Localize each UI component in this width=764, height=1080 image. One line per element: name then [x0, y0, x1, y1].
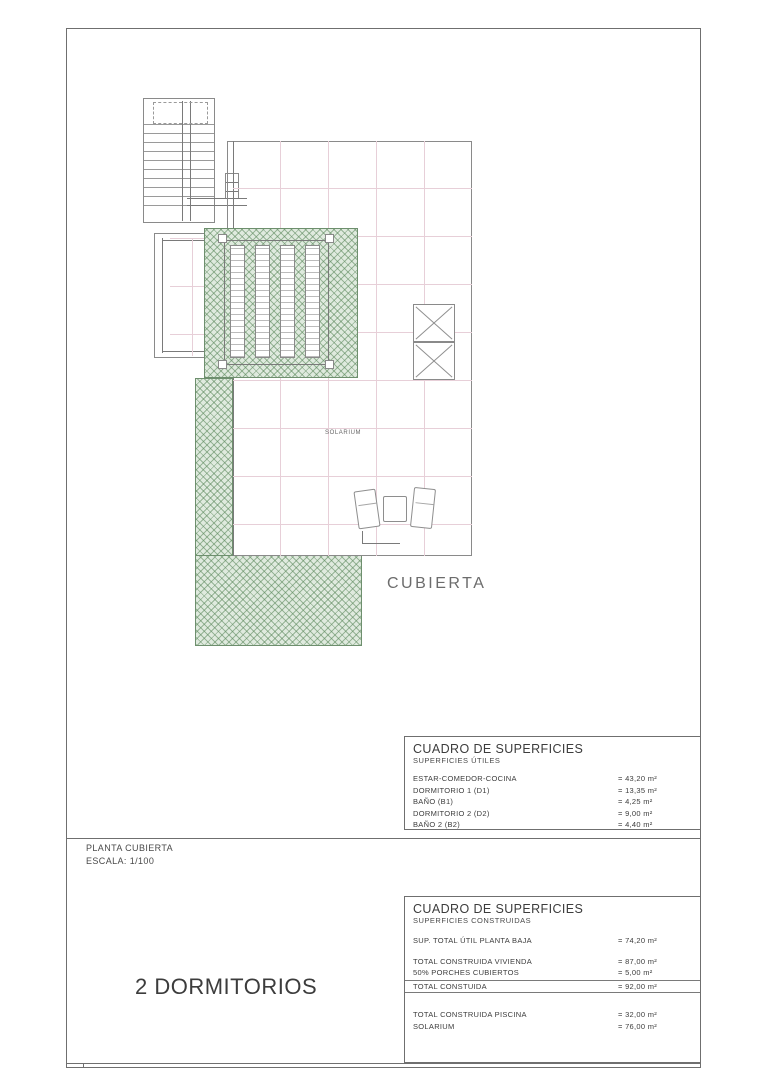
equipment-unit-lower	[413, 342, 455, 380]
table-row	[405, 956, 700, 968]
table-construidas-rows	[405, 935, 700, 1032]
lounger-right	[410, 487, 436, 529]
sheet-divider-vertical	[83, 1063, 84, 1068]
table-row	[405, 785, 700, 797]
pergola-frame-bottom	[224, 364, 328, 365]
table-utiles-rows	[405, 773, 700, 831]
pergola-post-sw	[218, 360, 227, 369]
row-value: = 87,00 m²	[618, 956, 658, 966]
plan-caption	[86, 842, 173, 868]
pergola-beam-4	[305, 245, 320, 358]
cubierta-label: CUBIERTA	[387, 575, 487, 592]
pergola-frame-top	[224, 240, 328, 241]
row-label: BAÑO 2 (B2)	[413, 820, 461, 829]
sheet-title: 2 DORMITORIOS	[135, 974, 318, 999]
stair-dashed-outline	[153, 102, 208, 124]
equipment-cross-icon	[414, 305, 454, 341]
row-label: TOTAL CONSTRUIDA PISCINA	[413, 1010, 527, 1019]
table-row	[405, 773, 700, 785]
row-value: = 43,20 m²	[618, 774, 658, 783]
row-value: = 74,20 m²	[618, 936, 658, 945]
table-superficies-construidas	[404, 896, 701, 1063]
table-row	[405, 819, 700, 831]
pergola-post-nw	[218, 234, 227, 243]
table-row	[405, 808, 700, 820]
table-row	[405, 935, 700, 947]
row-value: = 13,35 m²	[618, 785, 658, 795]
table-construidas-title: CUADRO DE SUPERFICIES	[413, 902, 584, 916]
pergola-frame-left	[224, 240, 225, 365]
pergola-beam-2	[255, 245, 270, 358]
row-label: DORMITORIO 1 (D1)	[413, 785, 490, 795]
sheet-divider-lower	[66, 1063, 701, 1064]
row-label: DORMITORIO 2 (D2)	[413, 808, 490, 818]
roof-plan-drawing	[140, 88, 500, 658]
pergola-post-ne	[325, 234, 334, 243]
row-label: SOLARIUM	[413, 1021, 455, 1031]
sheet-divider-upper	[66, 838, 701, 839]
slab-bottom-step	[362, 543, 400, 544]
table-construidas-subtitle: SUPERFICIES CONSTRUIDAS	[413, 916, 532, 925]
row-value: = 4,25 m²	[618, 797, 653, 806]
row-label: TOTAL CONSTUIDA	[413, 981, 487, 991]
equipment-unit-upper	[413, 304, 455, 342]
row-value: = 4,40 m²	[618, 820, 653, 829]
table-superficies-utiles	[404, 736, 701, 830]
pergola-beam-3	[280, 245, 295, 358]
plan-caption-line2: ESCALA: 1/100	[86, 856, 155, 866]
pergola-frame-right	[328, 240, 329, 365]
slab-bottom-step-edge	[362, 531, 363, 543]
table-row-total	[405, 980, 700, 994]
row-label: BAÑO (B1)	[413, 797, 454, 806]
porch-inner-edge	[162, 238, 163, 353]
row-value: = 92,00 m²	[618, 981, 658, 991]
pergola-post-se	[325, 360, 334, 369]
equipment-cross-icon	[414, 343, 454, 379]
table-row	[405, 1009, 700, 1021]
row-value: = 32,00 m²	[618, 1010, 658, 1019]
table-utiles-subtitle: SUPERFICIES ÚTILES	[413, 756, 501, 765]
row-label: SUP. TOTAL ÚTIL PLANTA BAJA	[413, 936, 532, 945]
garden-green-area	[195, 378, 233, 556]
side-table	[383, 496, 407, 522]
row-label: 50% PORCHES CUBIERTOS	[413, 968, 520, 977]
pergola-beam-1	[230, 245, 245, 358]
solarium-label: SOLARIUM	[325, 430, 362, 436]
table-utiles-title: CUADRO DE SUPERFICIES	[413, 742, 584, 756]
table-row	[405, 796, 700, 808]
row-label: ESTAR-COMEDOR-COCINA	[413, 774, 517, 783]
row-value: = 5,00 m²	[618, 968, 653, 977]
row-value: = 76,00 m²	[618, 1021, 658, 1031]
row-label: TOTAL CONSTRUIDA VIVIENDA	[413, 956, 533, 966]
table-row	[405, 1021, 700, 1033]
plan-caption-line1: PLANTA CUBIERTA	[86, 843, 174, 853]
garden-green-area-lower	[195, 556, 362, 646]
table-row	[405, 967, 700, 979]
row-value: = 9,00 m²	[618, 808, 653, 818]
